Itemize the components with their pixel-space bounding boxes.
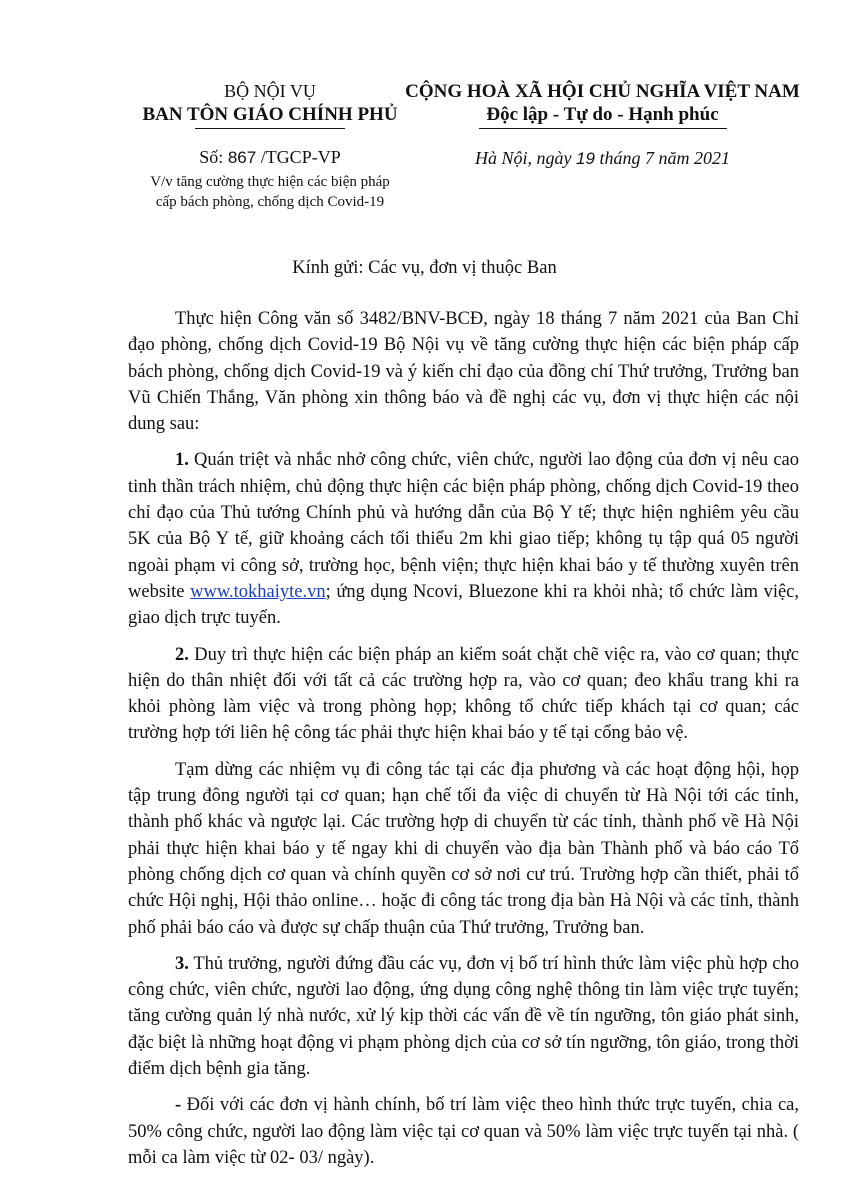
item-1-paragraph (128, 447, 799, 631)
issuer-underline (195, 128, 345, 129)
item-2-paragraph (128, 642, 799, 747)
doc-no-suffix: /TGCP-VP (260, 147, 341, 167)
intro-paragraph: Thực hiện Công văn số 3482/BNV-BCĐ, ngày 18 tháng 7 năm 2021 của Ban Chỉ đạo phòng, chống dịch Covid-19 Bộ Nội vụ về tăng cường thực hiện các biện pháp cấp bách phòng, chống dịch Covid-19 và ý kiến chỉ đạo của đồng chí Thứ trưởng, Trưởng ban Vũ Chiến Thắng, Văn phòng xin thông báo và đề nghị các vụ, đơn vị thực hiện các nội dung sau: (128, 309, 799, 435)
nation-name: CỘNG HOÀ XÃ HỘI CHỦ NGHĨA VIỆT NAM (405, 81, 800, 102)
document-body (128, 306, 799, 1171)
item-2-number: 2. (175, 644, 189, 665)
place-date-day: 19 (576, 149, 595, 168)
subject-line-1: V/v tăng cường thực hiện các biện pháp (150, 174, 390, 190)
ministry-name: BỘ NỘI VỤ (224, 81, 316, 101)
bullet-1-paragraph (128, 1092, 799, 1171)
item-3-text: Thủ trưởng, người đứng đầu các vụ, đơn vị bố trí hình thức làm việc phù hợp cho công chức, viên chức, người lao động, ứng dụng công nghệ thông tin làm việc trực tuyến; tăng cường quản lý nhà nước, xử lý kịp thời các vấn đề về tín ngưỡng, tôn giáo phát sinh, đặc biệt là những hoạt động vi phạm phòng dịch của cơ sở tín ngưỡng, tôn giáo, trong thời điểm dịch bệnh gia tăng. (128, 953, 799, 1080)
document-subject (140, 172, 400, 212)
item-2-continuation: Tạm dừng các nhiệm vụ đi công tác tại các địa phương và các hoạt động hội, họp tập trung đông người tại cơ quan; hạn chế tối đa việc di chuyển từ Hà Nội tới các tỉnh, thành phố khác và ngược lại. Các trường hợp di chuyển từ các tỉnh, thành phố về Hà Nội phải thực hiện khai báo y tế ngay khi di chuyển vào địa bàn Thành phố và báo cáo Tổ phòng chống dịch cơ quan và chính quyền cơ sở nơi cư trú. Trường hợp cần thiết, phải tổ chức Hội nghị, Hội thảo online… hoặc đi công tác trong địa bàn Hà Nội và các tỉnh, thành phố phải báo cáo và được sự chấp thuận của Thứ trưởng, Trưởng ban. (128, 759, 799, 938)
item-2-text: Duy trì thực hiện các biện pháp an kiểm soát chặt chẽ việc ra, vào cơ quan; thực hiện do thân nhiệt đối với tất cả các trường hợp ra, vào cơ quan; đeo khẩu trang khi ra khỏi phòng làm việc và trong phòng họp; không tổ chức tiếp khách tại cơ quan; các trường hợp tới liên hệ công tác phải thực hiện khai báo y tế tại cổng bảo vệ. (128, 644, 799, 744)
item-1-text: Quán triệt và nhắc nhở công chức, viên chức, người lao động của đơn vị nêu cao tinh thần trách nhiệm, chủ động thực hiện các biện pháp phòng, chống dịch Covid-19 theo chỉ đạo của Thủ tướng Chính phủ và hướng dẫn của Bộ Y tế; thực hiện nghiêm yêu cầu 5K của Bộ Y tế, giữ khoảng cách tối thiểu 2m khi giao tiếp; không tụ tập quá 05 người ngoài phạm vi công sở, trường học, bệnh viện; thực hiện khai báo y tế thường xuyên trên website (128, 450, 799, 602)
national-motto: Độc lập - Tự do - Hạnh phúc (486, 104, 719, 125)
place-date-prefix: Hà Nội, ngày (475, 148, 572, 168)
doc-no-number: 867 (227, 148, 257, 167)
item-3-paragraph (128, 951, 799, 1082)
agency-name: BAN TÔN GIÁO CHÍNH PHỦ (142, 104, 398, 125)
national-block (405, 80, 800, 129)
item-3-number: 3. (175, 953, 189, 974)
place-date-suffix: tháng 7 năm 2021 (599, 148, 730, 168)
place-date (405, 148, 800, 169)
issuer-block (140, 80, 400, 129)
doc-no-prefix: Số: (199, 147, 224, 167)
item-1-number: 1. (175, 450, 189, 471)
bullet-1-marker: - (175, 1095, 182, 1116)
motto-underline (479, 128, 727, 129)
bullet-1-text: Đối với các đơn vị hành chính, bố trí làm việc theo hình thức trực tuyến, chia ca, 50% công chức, người lao động làm việc tại cơ quan và 50% làm việc trực tuyến tại nhà. ( mỗi ca làm việc từ 02- 03/ ngày). (128, 1095, 800, 1168)
recipient-line: Kính gửi: Các vụ, đơn vị thuộc Ban (292, 258, 557, 278)
subject-line-2: cấp bách phòng, chống dịch Covid-19 (155, 194, 385, 210)
document-number (140, 147, 400, 168)
item-1-tail: ; ứng dụng Ncovi, Bluezone khi ra khỏi nhà; tổ chức làm việc, giao dịch trực tuyến. (128, 581, 800, 629)
tokhaiyte-link[interactable]: www.tokhaiyte.vn (190, 581, 326, 602)
